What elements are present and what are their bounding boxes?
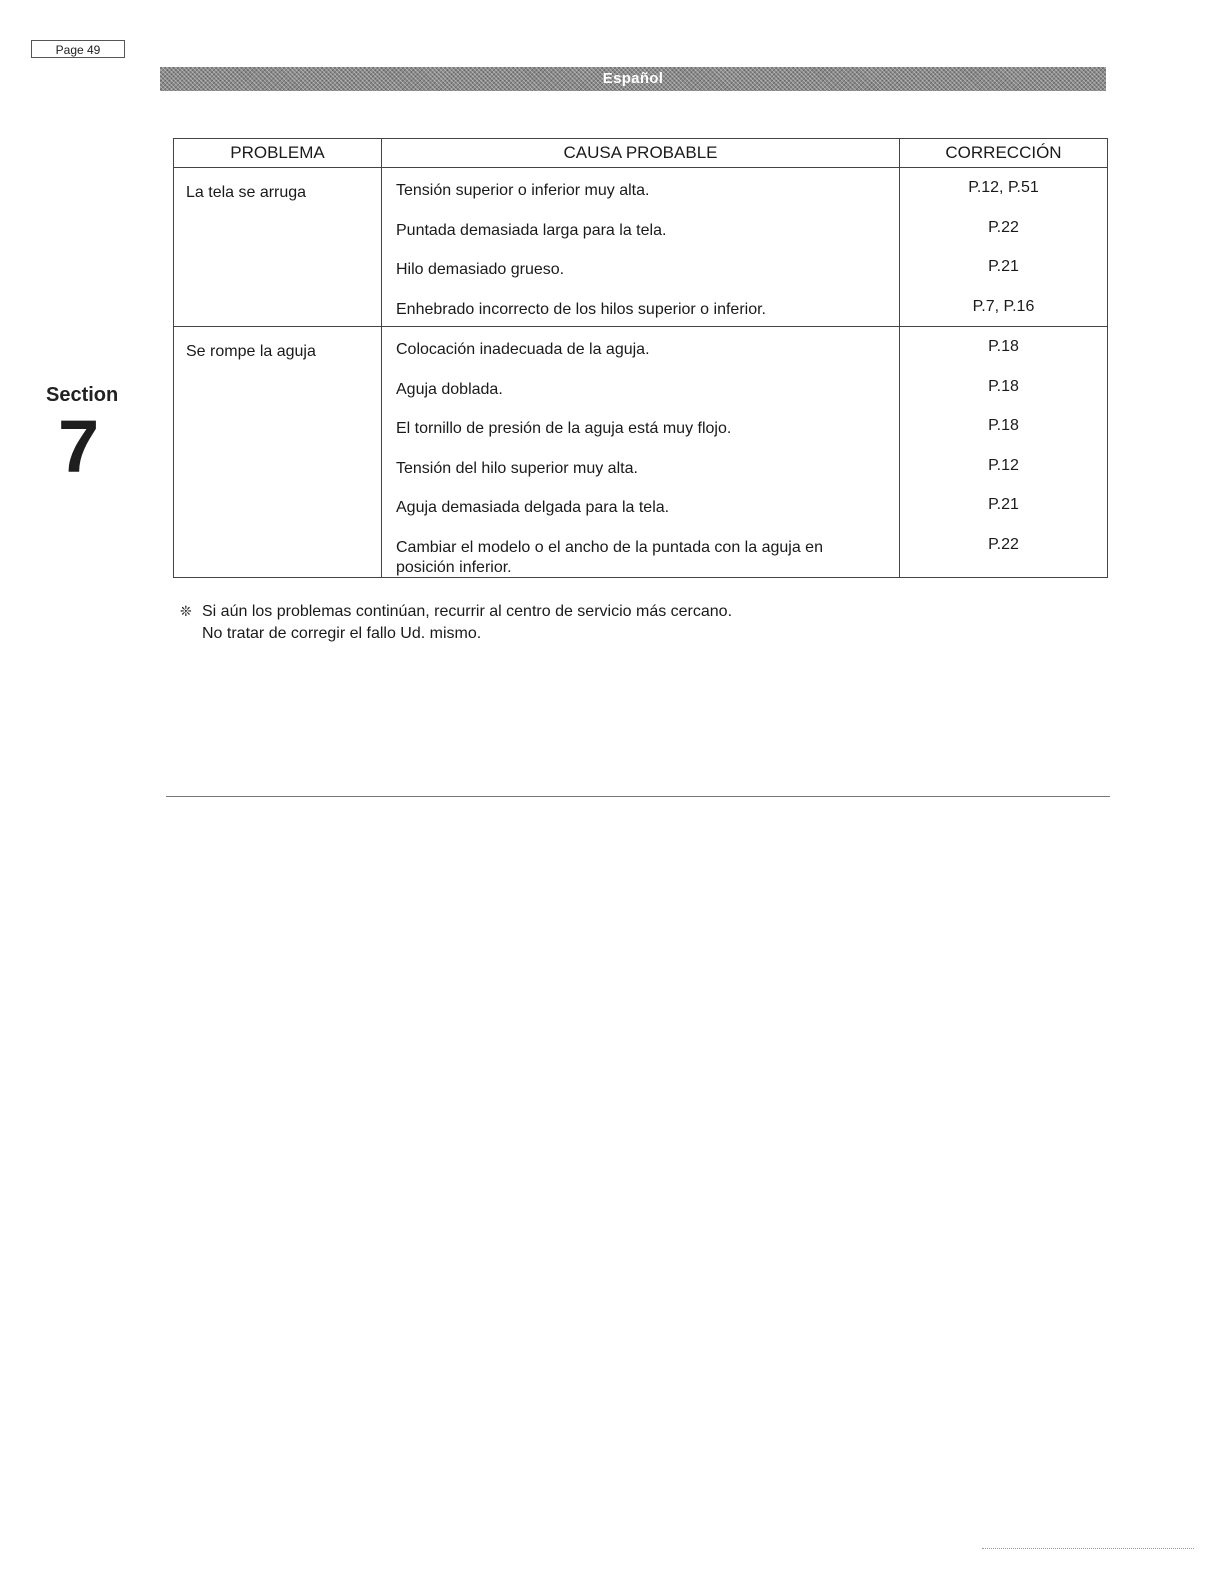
- correction-ref: P.12: [988, 456, 1019, 474]
- cause-text: Aguja doblada.: [396, 380, 503, 398]
- correction-ref: P.18: [988, 417, 1019, 434]
- correction-ref: P.22: [988, 535, 1019, 553]
- page-label: Page 49: [31, 40, 125, 58]
- troubleshooting-table: [173, 138, 1108, 578]
- table-row: [174, 168, 1108, 327]
- cause-text: Hilo demasiado grueso.: [396, 261, 565, 278]
- table-header-row: [174, 139, 1108, 168]
- correction-ref: P.12, P.51: [968, 179, 1039, 196]
- correction-ref: P.18: [988, 338, 1019, 355]
- correction-ref: P.22: [988, 218, 1019, 236]
- section-label: Section: [46, 384, 119, 406]
- service-note: [180, 600, 732, 645]
- section-number: 7: [58, 405, 100, 488]
- correction-ref: P.18: [988, 377, 1019, 395]
- cause-text: Cambiar el modelo o el ancho de la puntada con la aguja en posición inferior.: [396, 538, 823, 576]
- header-correction: CORRECCIÓN: [900, 139, 1108, 168]
- header-problem: PROBLEMA: [174, 139, 382, 168]
- correction-ref: P.7, P.16: [972, 297, 1035, 315]
- horizontal-divider: [166, 796, 1110, 797]
- header-cause: CAUSA PROBABLE: [382, 139, 900, 168]
- cause-text: Tensión del hilo superior muy alta.: [396, 459, 638, 477]
- language-banner: Español: [160, 67, 1106, 91]
- note-line-1: Si aún los problemas continúan, recurrir al centro de servicio más cercano.: [202, 603, 733, 620]
- causes-cell: [382, 168, 900, 327]
- cause-text: Aguja demasiada delgada para la tela.: [396, 499, 670, 516]
- cause-text: Colocación inadecuada de la aguja.: [396, 341, 650, 358]
- problem-cell: La tela se arruga: [174, 168, 382, 327]
- footer-divider: [982, 1548, 1194, 1549]
- cause-text: Puntada demasiada larga para la tela.: [396, 221, 667, 239]
- corrections-cell: [900, 327, 1108, 578]
- problem-cell: Se rompe la aguja: [174, 327, 382, 578]
- correction-ref: P.21: [988, 258, 1019, 275]
- correction-ref: P.21: [988, 496, 1019, 513]
- cause-text: Tensión superior o inferior muy alta.: [396, 182, 650, 199]
- table-row: [174, 327, 1108, 578]
- asterisk-icon: ❊: [180, 603, 192, 619]
- note-line-2: No tratar de corregir el fallo Ud. mismo.: [202, 625, 482, 642]
- cause-text: El tornillo de presión de la aguja está muy flojo.: [396, 420, 732, 437]
- causes-cell: [382, 327, 900, 578]
- cause-text: Enhebrado incorrecto de los hilos superior o inferior.: [396, 300, 766, 318]
- corrections-cell: [900, 168, 1108, 327]
